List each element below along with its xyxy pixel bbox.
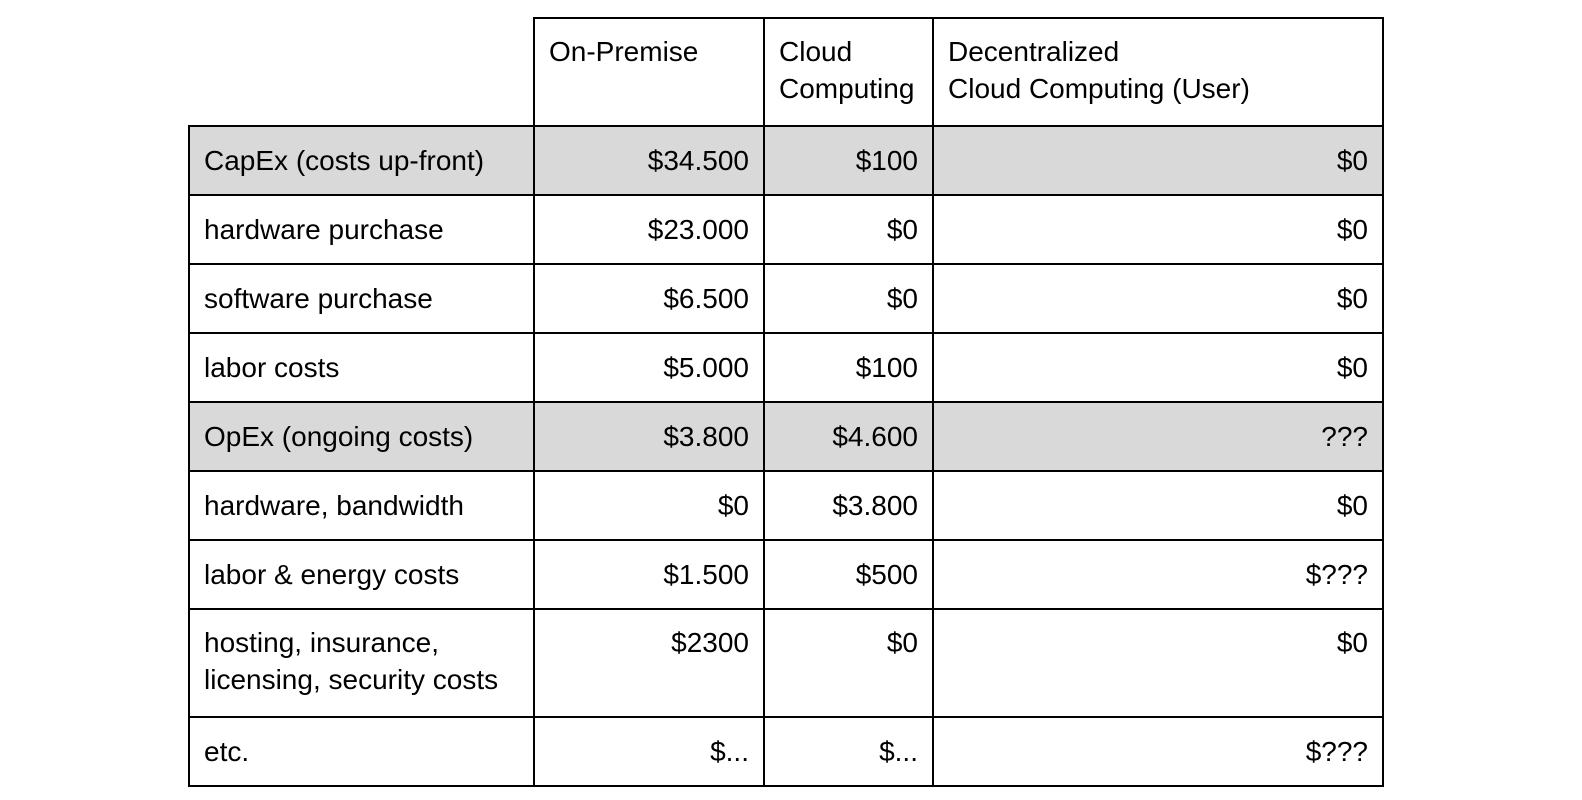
cell-cloud-computing: $... [764,717,933,786]
column-header-on-premise: On-Premise [534,18,764,126]
table-row [189,540,1383,609]
row-label: hosting, insurance, licensing, security costs [189,609,534,717]
cost-comparison-table [188,17,1384,787]
cell-cloud-computing: $100 [764,333,933,402]
cell-decentralized: $??? [933,717,1383,786]
row-label: labor costs [189,333,534,402]
row-label: OpEx (ongoing costs) [189,402,534,471]
table-row [189,609,1383,717]
empty-corner-cell [189,18,534,126]
row-label: labor & energy costs [189,540,534,609]
cell-on-premise: $0 [534,471,764,540]
table-row [189,471,1383,540]
cell-on-premise: $6.500 [534,264,764,333]
cell-on-premise: $23.000 [534,195,764,264]
cell-cloud-computing: $3.800 [764,471,933,540]
cell-cloud-computing: $0 [764,609,933,717]
cell-on-premise: $3.800 [534,402,764,471]
cell-on-premise: $1.500 [534,540,764,609]
cell-cloud-computing: $0 [764,195,933,264]
cell-decentralized: $0 [933,471,1383,540]
cell-cloud-computing: $4.600 [764,402,933,471]
cell-on-premise: $2300 [534,609,764,717]
cell-decentralized: $??? [933,540,1383,609]
cell-on-premise: $34.500 [534,126,764,195]
cell-cloud-computing: $0 [764,264,933,333]
cell-cloud-computing: $100 [764,126,933,195]
row-label: etc. [189,717,534,786]
table-row-capex [189,126,1383,195]
table-row [189,333,1383,402]
cell-cloud-computing: $500 [764,540,933,609]
table-row [189,195,1383,264]
header-row [189,18,1383,126]
cell-decentralized: ??? [933,402,1383,471]
row-label: hardware purchase [189,195,534,264]
cell-decentralized: $0 [933,264,1383,333]
table-row [189,717,1383,786]
row-label: software purchase [189,264,534,333]
cell-on-premise: $5.000 [534,333,764,402]
cell-on-premise: $... [534,717,764,786]
row-label: hardware, bandwidth [189,471,534,540]
column-header-cloud-computing: Cloud Computing [764,18,933,126]
row-label: CapEx (costs up-front) [189,126,534,195]
column-header-decentralized-cloud: Decentralized Cloud Computing (User) [933,18,1383,126]
table-row [189,264,1383,333]
cell-decentralized: $0 [933,195,1383,264]
cell-decentralized: $0 [933,126,1383,195]
cell-decentralized: $0 [933,333,1383,402]
cell-decentralized: $0 [933,609,1383,717]
table-row-opex [189,402,1383,471]
